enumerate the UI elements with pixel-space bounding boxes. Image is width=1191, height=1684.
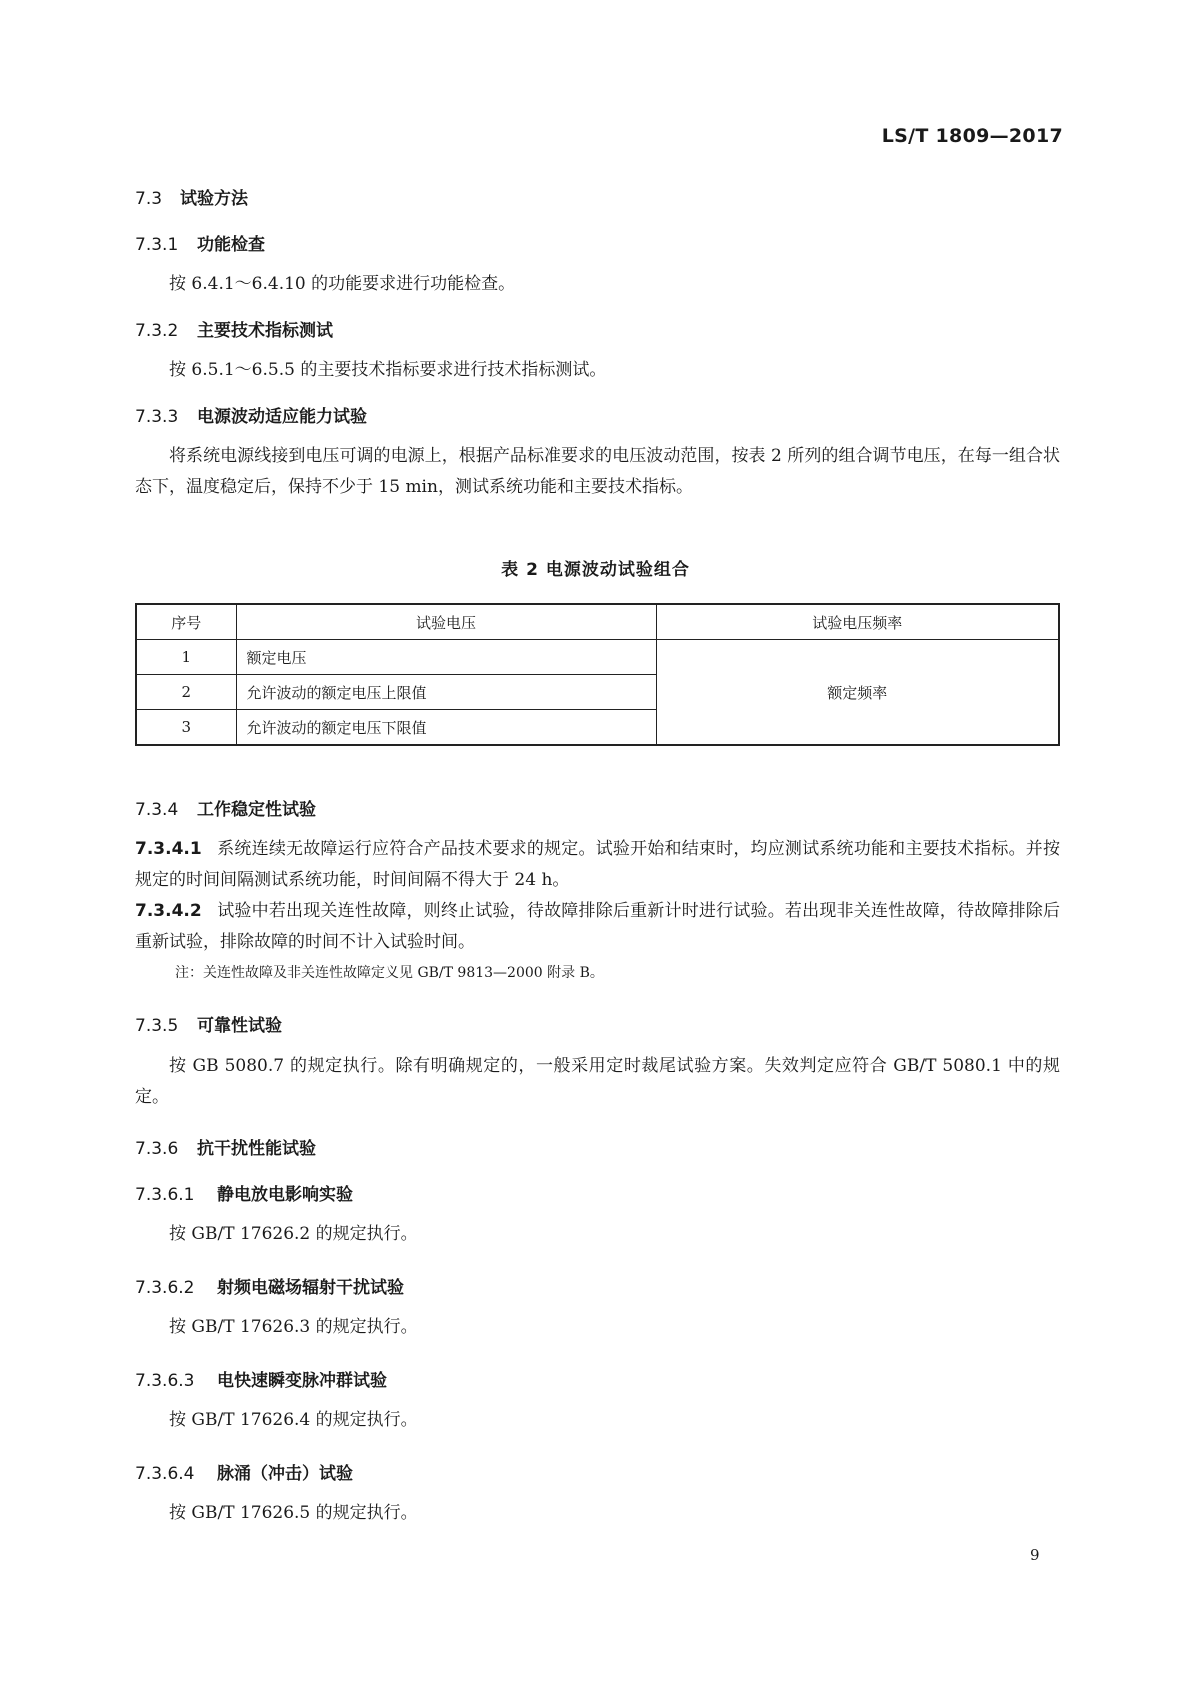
section-title: 可靠性试验 [197, 1016, 282, 1036]
section-7-3-1-text: 按 6.4.1～6.4.10 的功能要求进行功能检查。 [169, 274, 516, 294]
table-header-row [136, 604, 1059, 640]
cell-voltage: 允许波动的额定电压下限值 [236, 710, 656, 746]
cell-no: 2 [136, 675, 236, 710]
section-number: 7.3.6.4 [135, 1464, 195, 1484]
clause-number: 7.3.4.1 [135, 839, 202, 859]
section-number: 7.3.6.2 [135, 1278, 195, 1298]
section-7-3-6-3-heading [135, 1366, 387, 1391]
cell-frequency: 额定频率 [656, 640, 1059, 746]
table-2-caption: 表 2 电源波动试验组合 [501, 560, 690, 580]
section-title: 脉涌（冲击）试验 [217, 1464, 353, 1484]
section-number: 7.3.2 [135, 321, 179, 341]
section-7-3-6-4-heading [135, 1459, 353, 1484]
section-7-3-6-heading [135, 1134, 316, 1159]
section-number: 7.3.1 [135, 235, 179, 255]
section-title: 主要技术指标测试 [197, 321, 333, 341]
clause-text: 系统连续无故障运行应符合产品技术要求的规定。试验开始和结束时，均应测试系统功能和主要技术指标。并按规定的时间间隔测试系统功能，时间间隔不得大于 24 h。 [135, 839, 1060, 890]
section-number: 7.3.4 [135, 800, 179, 820]
section-title: 抗干扰性能试验 [197, 1139, 316, 1159]
clause-7-3-4-1 [135, 834, 1060, 896]
table-row [136, 640, 1059, 675]
section-number: 7.3 [135, 189, 163, 209]
section-7-3-4-heading [135, 795, 316, 820]
section-title: 静电放电影响实验 [217, 1185, 353, 1205]
clause-7-3-4-2 [135, 896, 1060, 958]
section-7-3-6-1-heading [135, 1180, 353, 1205]
section-title: 功能检查 [197, 235, 265, 255]
section-7-3-3-heading [135, 402, 367, 427]
clause-number: 7.3.4.2 [135, 901, 202, 921]
section-7-3-6-3-text: 按 GB/T 17626.4 的规定执行。 [169, 1410, 418, 1430]
section-7-3-6-2-text: 按 GB/T 17626.3 的规定执行。 [169, 1317, 418, 1337]
section-number: 7.3.5 [135, 1016, 179, 1036]
section-7-3-heading [135, 184, 248, 209]
section-title: 射频电磁场辐射干扰试验 [217, 1278, 404, 1298]
section-title: 试验方法 [180, 189, 248, 209]
section-7-3-6-2-heading [135, 1273, 404, 1298]
section-7-3-6-1-text: 按 GB/T 17626.2 的规定执行。 [169, 1224, 418, 1244]
page-number: 9 [1030, 1546, 1040, 1564]
section-7-3-3-text: 将系统电源线接到电压可调的电源上，根据产品标准要求的电压波动范围，按表 2 所列的组合调节电压，在每一组合状态下，温度稳定后，保持不少于 15 min，测试系统功能和主要技术指标。 [135, 446, 1060, 497]
section-7-3-5-text: 按 GB 5080.7 的规定执行。除有明确规定的，一般采用定时裁尾试验方案。失效判定应符合 GB/T 5080.1 中的规定。 [135, 1056, 1060, 1107]
note: 注：关连性故障及非关连性故障定义见 GB/T 9813—2000 附录 B。 [175, 965, 604, 981]
section-7-3-1-heading [135, 230, 265, 255]
cell-no: 3 [136, 710, 236, 746]
section-title: 工作稳定性试验 [197, 800, 316, 820]
header-cell-voltage: 试验电压 [236, 604, 656, 640]
section-title: 电源波动适应能力试验 [197, 407, 367, 427]
cell-voltage: 允许波动的额定电压上限值 [236, 675, 656, 710]
section-7-3-5-heading [135, 1011, 282, 1036]
clause-text: 试验中若出现关连性故障，则终止试验，待故障排除后重新计时进行试验。若出现非关连性故障，待故障排除后重新试验，排除故障的时间不计入试验时间。 [135, 901, 1060, 952]
section-7-3-2-text: 按 6.5.1～6.5.5 的主要技术指标要求进行技术指标测试。 [169, 360, 607, 380]
section-number: 7.3.6 [135, 1139, 179, 1159]
power-fluctuation-table [135, 603, 1060, 746]
header-cell-frequency: 试验电压频率 [656, 604, 1059, 640]
section-7-3-6-4-text: 按 GB/T 17626.5 的规定执行。 [169, 1503, 418, 1523]
header-cell-no: 序号 [136, 604, 236, 640]
cell-voltage: 额定电压 [236, 640, 656, 675]
section-number: 7.3.6.1 [135, 1185, 195, 1205]
section-number: 7.3.6.3 [135, 1371, 195, 1391]
standard-number: LS/T 1809—2017 [881, 125, 1063, 147]
cell-no: 1 [136, 640, 236, 675]
section-7-3-2-heading [135, 316, 333, 341]
section-title: 电快速瞬变脉冲群试验 [217, 1371, 387, 1391]
section-number: 7.3.3 [135, 407, 179, 427]
